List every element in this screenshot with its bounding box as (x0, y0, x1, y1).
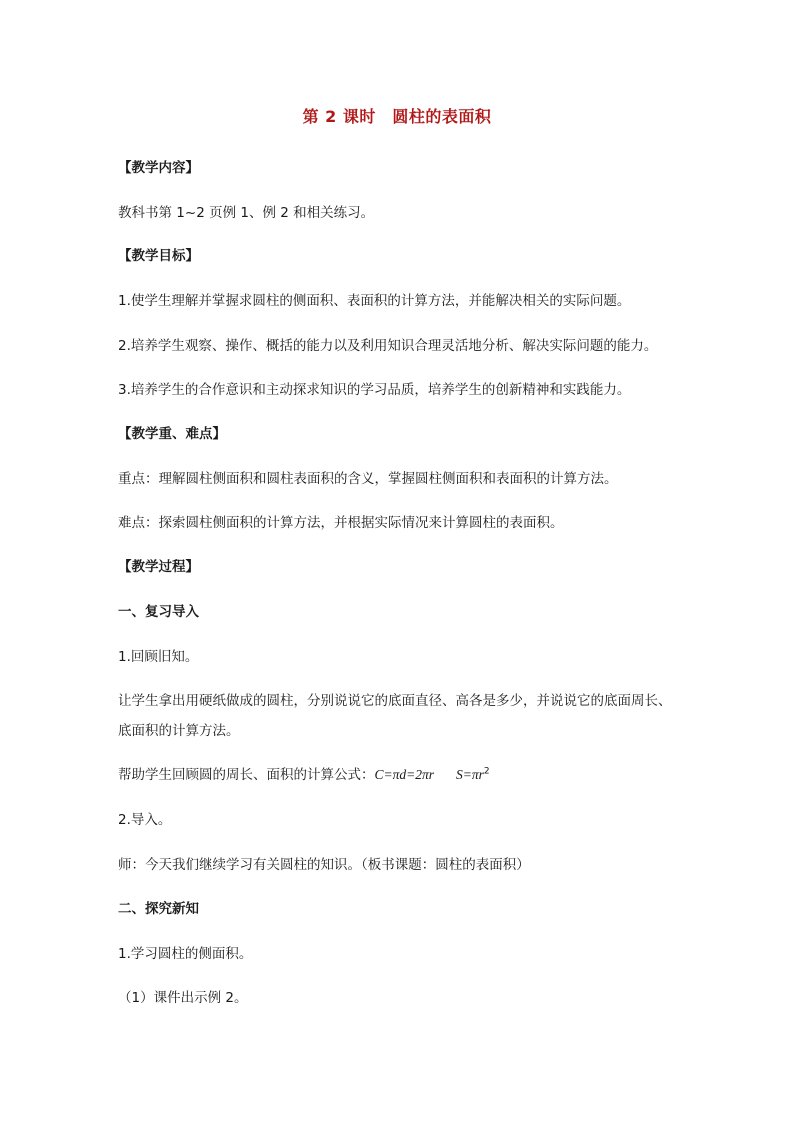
paragraph-step-1-2: 2.导入。 (118, 812, 172, 828)
formula-area-exponent: 2 (483, 766, 490, 777)
paragraph-step-2-1-1: （1）课件出示例 2。 (118, 990, 248, 1006)
paragraph-step-1-1: 1.回顾旧知。 (118, 649, 199, 665)
heading-teaching-goals: 【教学目标】 (118, 248, 199, 264)
heading-part-1: 一、复习导入 (118, 604, 199, 620)
formula-area: S=πr (456, 767, 484, 782)
page-title: 第 2 课时 圆柱的表面积 (302, 107, 492, 126)
paragraph-step-2-1: 1.学习圆柱的侧面积。 (118, 946, 253, 962)
paragraph-key-point: 重点：理解圆柱侧面积和圆柱表面积的含义，掌握圆柱侧面积和表面积的计算方法。 (118, 471, 618, 487)
heading-key-difficult-points: 【教学重、难点】 (118, 426, 226, 442)
paragraph-goal-3: 3.培养学生的合作意识和主动探求知识的学习品质，培养学生的创新精神和实践能力。 (118, 382, 631, 398)
heading-teaching-process: 【教学过程】 (118, 559, 199, 575)
heading-teaching-content: 【教学内容】 (118, 160, 199, 176)
paragraph-formula (118, 765, 490, 785)
paragraph-goal-1: 1.使学生理解并掌握求圆柱的侧面积、表面积的计算方法，并能解决相关的实际问题。 (118, 293, 631, 309)
paragraph-difficult-point: 难点：探索圆柱侧面积的计算方法，并根据实际情况来计算圆柱的表面积。 (118, 515, 564, 531)
paragraph-teaching-content: 教科书第 1~2 页例 1、例 2 和相关练习。 (118, 205, 375, 221)
paragraph-step-1-1-text-b: 底面积的计算方法。 (118, 723, 240, 739)
formula-intro: 帮助学生回顾圆的周长、面积的计算公式： (118, 767, 375, 783)
paragraph-goal-2: 2.培养学生观察、操作、概括的能力以及利用知识合理灵活地分析、解决实际问题的能力。 (118, 338, 658, 354)
heading-part-2: 二、探究新知 (118, 901, 199, 917)
paragraph-step-1-1-text-a: 让学生拿出用硬纸做成的圆柱，分别说说它的底面直径、高各是多少，并说说它的底面周长、 (118, 693, 672, 709)
paragraph-teacher-line: 师：今天我们继续学习有关圆柱的知识。（板书课题：圆柱的表面积） (118, 857, 530, 873)
formula-circumference: C=πd=2πr (374, 767, 435, 782)
